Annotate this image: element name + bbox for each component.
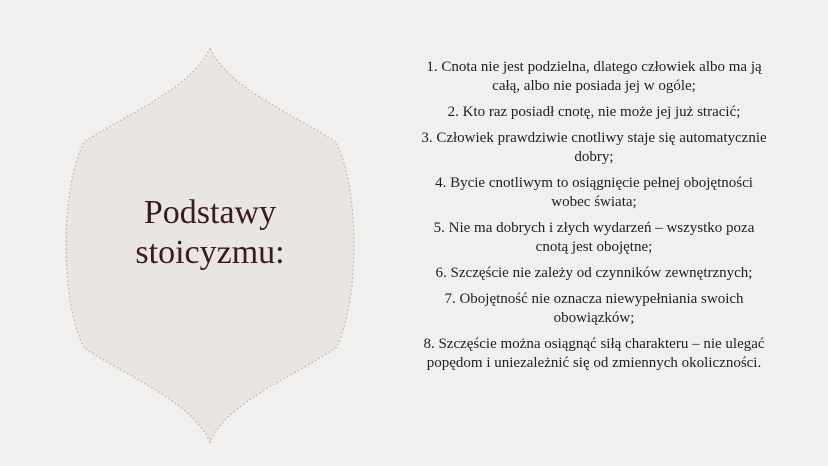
list-item: 2. Kto raz posiadł cnotę, nie może jej już stracić; <box>447 104 741 120</box>
slide-title <box>60 193 360 273</box>
principles-list <box>416 58 772 380</box>
list-item: 7. Obojętność nie oznacza niewypełniania swoich obowiązków; <box>444 291 744 326</box>
list-item: 8. Szczęście można osiągnąć siłą charakteru – nie ulegać popędom i uniezależnić się od zmiennych okoliczności. <box>423 336 765 371</box>
list-item: 1. Cnota nie jest podzielna, dlatego człowiek albo ma ją całą, albo nie posiada jej w ogóle; <box>426 59 762 94</box>
slide-title-line-2: stoicyzmu: <box>135 234 285 271</box>
list-item: 6. Szczęście nie zależy od czynników zewnętrznych; <box>435 265 753 281</box>
slide-title-line-1: Podstawy <box>143 194 277 231</box>
list-item: 5. Nie ma dobrych i złych wydarzeń – wszystko poza cnotą jest obojętne; <box>433 220 755 255</box>
list-item: 3. Człowiek prawdziwie cnotliwy staje się automatycznie dobry; <box>421 130 767 165</box>
list-item: 4. Bycie cnotliwym to osiągnięcie pełnej obojętności wobec świata; <box>435 175 753 210</box>
